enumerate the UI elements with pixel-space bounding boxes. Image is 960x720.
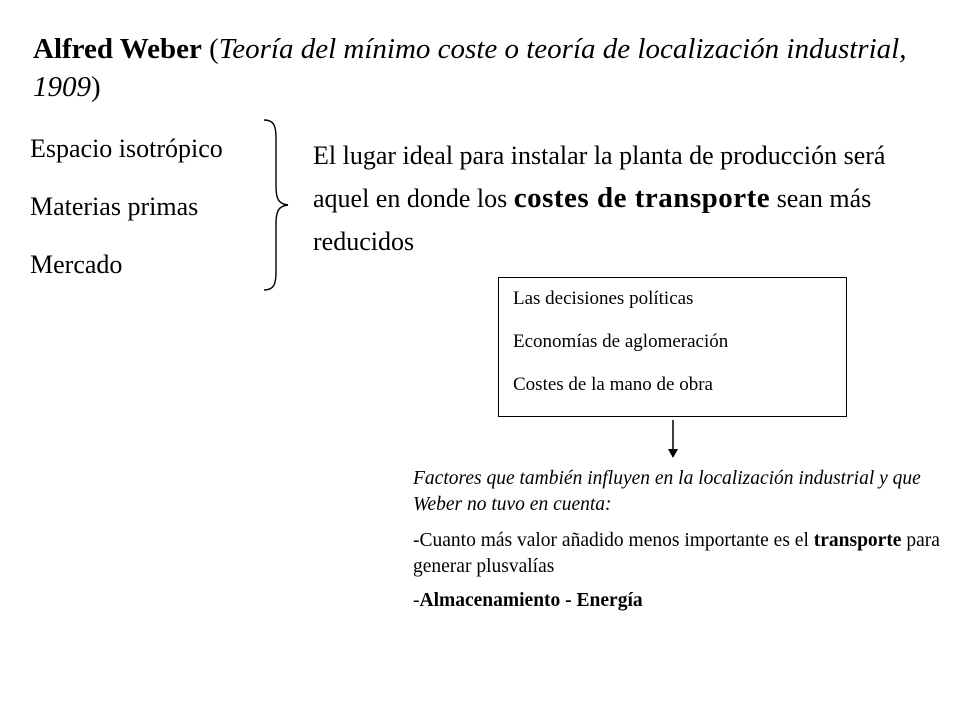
title-open-paren: (	[201, 33, 219, 65]
location-factors-list	[30, 132, 223, 306]
box-item-political-decisions: Las decisiones políticas	[513, 288, 694, 309]
factor-point1-a: -Cuanto más valor añadido menos importante es el	[413, 530, 814, 551]
factors-intro: Factores que también influyen en la localización industrial y que Weber no tuvo en cuenta:	[413, 468, 921, 515]
box-item-agglomeration-economies: Economías de aglomeración	[513, 331, 729, 352]
factor-point1-b: para generar plusvalías	[413, 530, 940, 577]
factor-point-value-added	[413, 528, 943, 580]
additional-factors	[413, 466, 943, 614]
factor-point2-prefix: -	[413, 590, 420, 611]
factor-point-storage-energy	[413, 588, 943, 614]
main-statement-part2: sean más reducidos	[313, 184, 872, 256]
main-statement	[313, 134, 933, 263]
main-statement-part1: El lugar ideal para instalar la planta de producción será aquel en donde los	[313, 141, 886, 213]
title-subtitle: Teoría del mínimo coste o teoría de localización industrial, 1909	[33, 33, 907, 103]
left-item-raw-materials: Materias primas	[30, 192, 199, 221]
down-arrow-icon	[663, 420, 683, 460]
factor-point1-bold: transporte	[813, 530, 902, 551]
left-item-isotropic-space: Espacio isotrópico	[30, 134, 223, 163]
factor-point2-bold: Almacenamiento - Energía	[419, 590, 643, 611]
left-item-market: Mercado	[30, 250, 123, 279]
title-close-paren: )	[91, 71, 101, 103]
title-author: Alfred Weber	[33, 33, 202, 65]
slide-title	[33, 30, 913, 106]
right-brace-icon	[262, 118, 292, 292]
other-factors-box	[498, 277, 847, 417]
box-item-labor-costs: Costes de la mano de obra	[513, 374, 713, 395]
main-statement-highlight: costes de transporte	[513, 182, 771, 214]
